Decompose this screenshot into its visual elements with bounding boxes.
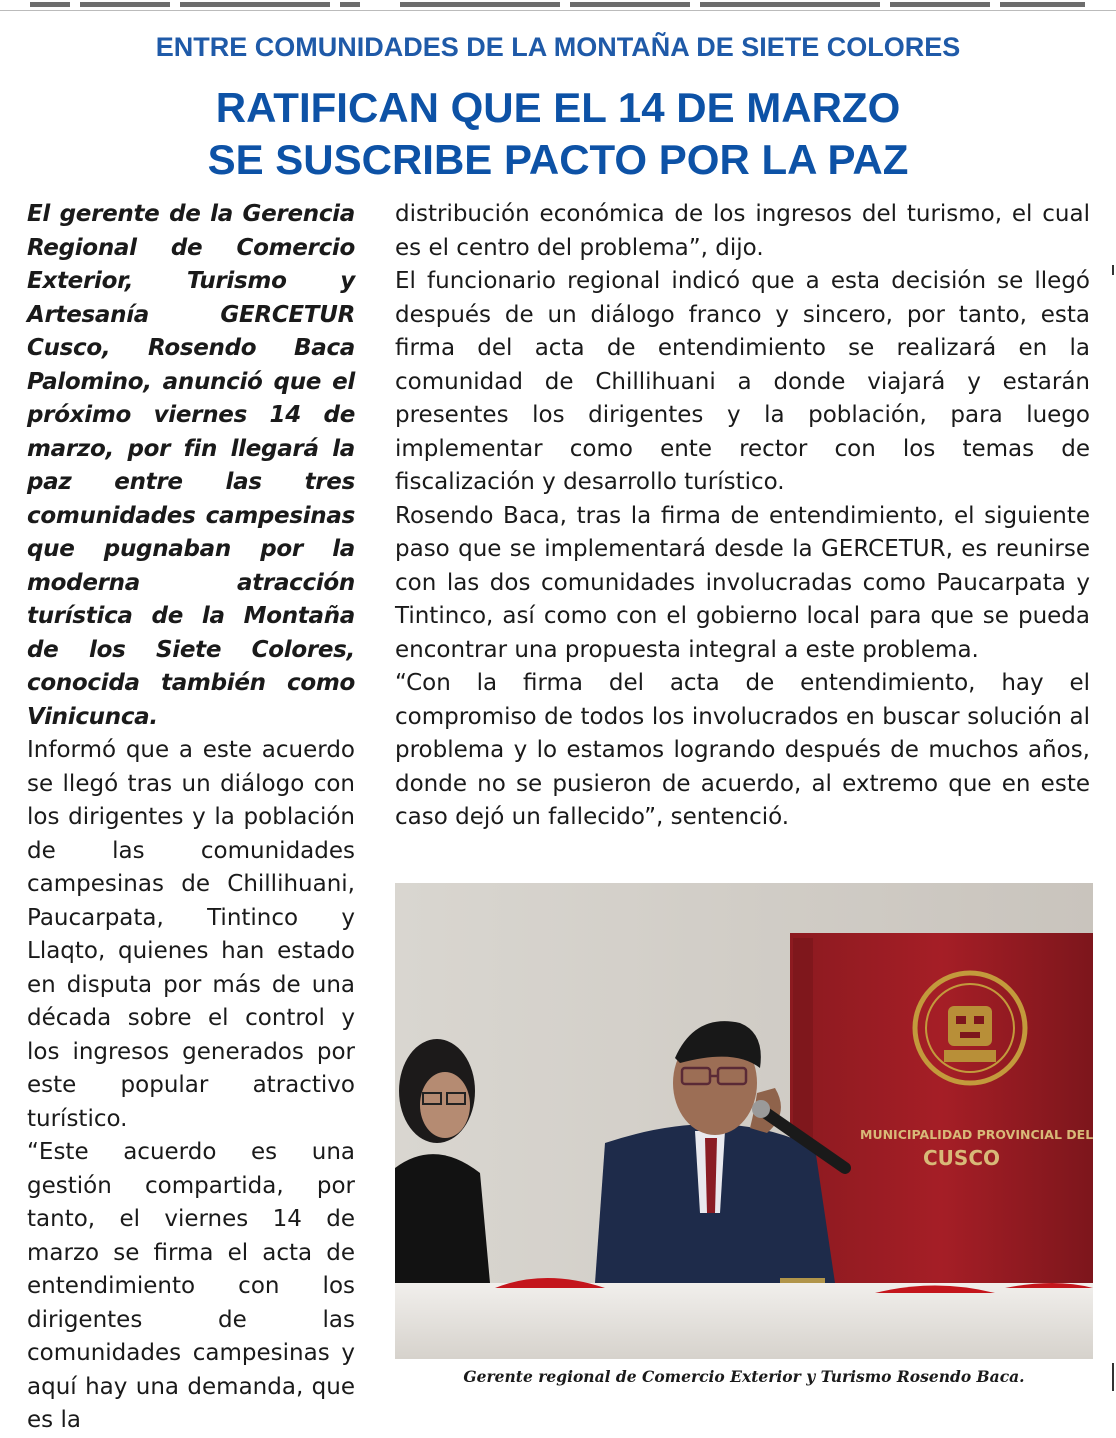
headline-line-2: SE SUSCRIBE PACTO POR LA PAZ [207, 136, 909, 183]
table [395, 1283, 1093, 1359]
body-paragraph: “Este acuerdo es una gestión compartida, por tanto, el viernes 14 de marzo se firma el acta de entendimiento con los dirigentes de las comunidades campesinas y aquí hay una demanda, que es la [27, 1139, 355, 1433]
lead-paragraph: El gerente de la Gerencia Regional de Comercio Exterior, Turismo y Artesanía GERCETUR Cusco, Rosendo Baca Palomino, anunció que el próximo viernes 14 de marzo, por fin llegará la paz entre las tres comunidades campesinas que pugnaban por la moderna atracción turística de la Montaña de los Siete Colores, conocida también como Vinicunca. [27, 201, 355, 730]
body-paragraph: Informó que a este acuerdo se llegó tras un diálogo con los dirigentes y la población de las comunidades campesinas de Chillihuani, Paucarpata, Tintinco y Llaqto, quienes han estado en disputa por más de una década sobre el control y los ingresos generados por este popular atractivo turístico. [27, 737, 355, 1132]
article-kicker: ENTRE COMUNIDADES DE LA MONTAÑA DE SIETE COLORES [155, 32, 961, 62]
article-column-2 [395, 198, 1090, 835]
column-rule [1112, 265, 1114, 275]
article-column-1 [27, 198, 355, 1438]
body-paragraph: El funcionario regional indicó que a esta decisión se llegó después de un diálogo franco y sincero, por tanto, esta firma del acta de entendimiento se realizará en la comunidad de Chillihuani a donde viajará y estarán presentes los dirigentes y la población, para luego implementar como ente rector con los temas de fiscalización y desarrollo turístico. [395, 268, 1090, 495]
column-rule [1112, 1363, 1114, 1391]
body-paragraph: Rosendo Baca, tras la firma de entendimiento, el siguiente paso que se implementará desde la GERCETUR, es reunirse con las dos comunidades involucradas como Paucarpata y Tintinco, así como con el gobierno local para que se pueda encontrar una propuesta integral a este problema. [395, 502, 1090, 663]
banner-text-line-2: CUSCO [923, 1146, 1001, 1170]
headline-line-1: RATIFICAN QUE EL 14 DE MARZO [215, 84, 901, 131]
previous-page-strip [0, 0, 1116, 11]
photo-caption: Gerente regional de Comercio Exterior y Turismo Rosendo Baca. [463, 1367, 1025, 1386]
article-headline [0, 82, 1116, 186]
body-paragraph: “Con la firma del acta de entendimiento, hay el compromiso de todos los involucrados en buscar solución al problema y lo estamos logrando después de muchos años, donde no se pusieron de acuerdo, al extremo que en este caso dejó un fallecido”, sentenció. [395, 670, 1090, 830]
banner-text-line-1: MUNICIPALIDAD PROVINCIAL DEL [860, 1127, 1093, 1142]
article-photo [395, 883, 1093, 1359]
body-paragraph: distribución económica de los ingresos del turismo, el cual es el centro del problema”, dijo. [395, 201, 1090, 261]
